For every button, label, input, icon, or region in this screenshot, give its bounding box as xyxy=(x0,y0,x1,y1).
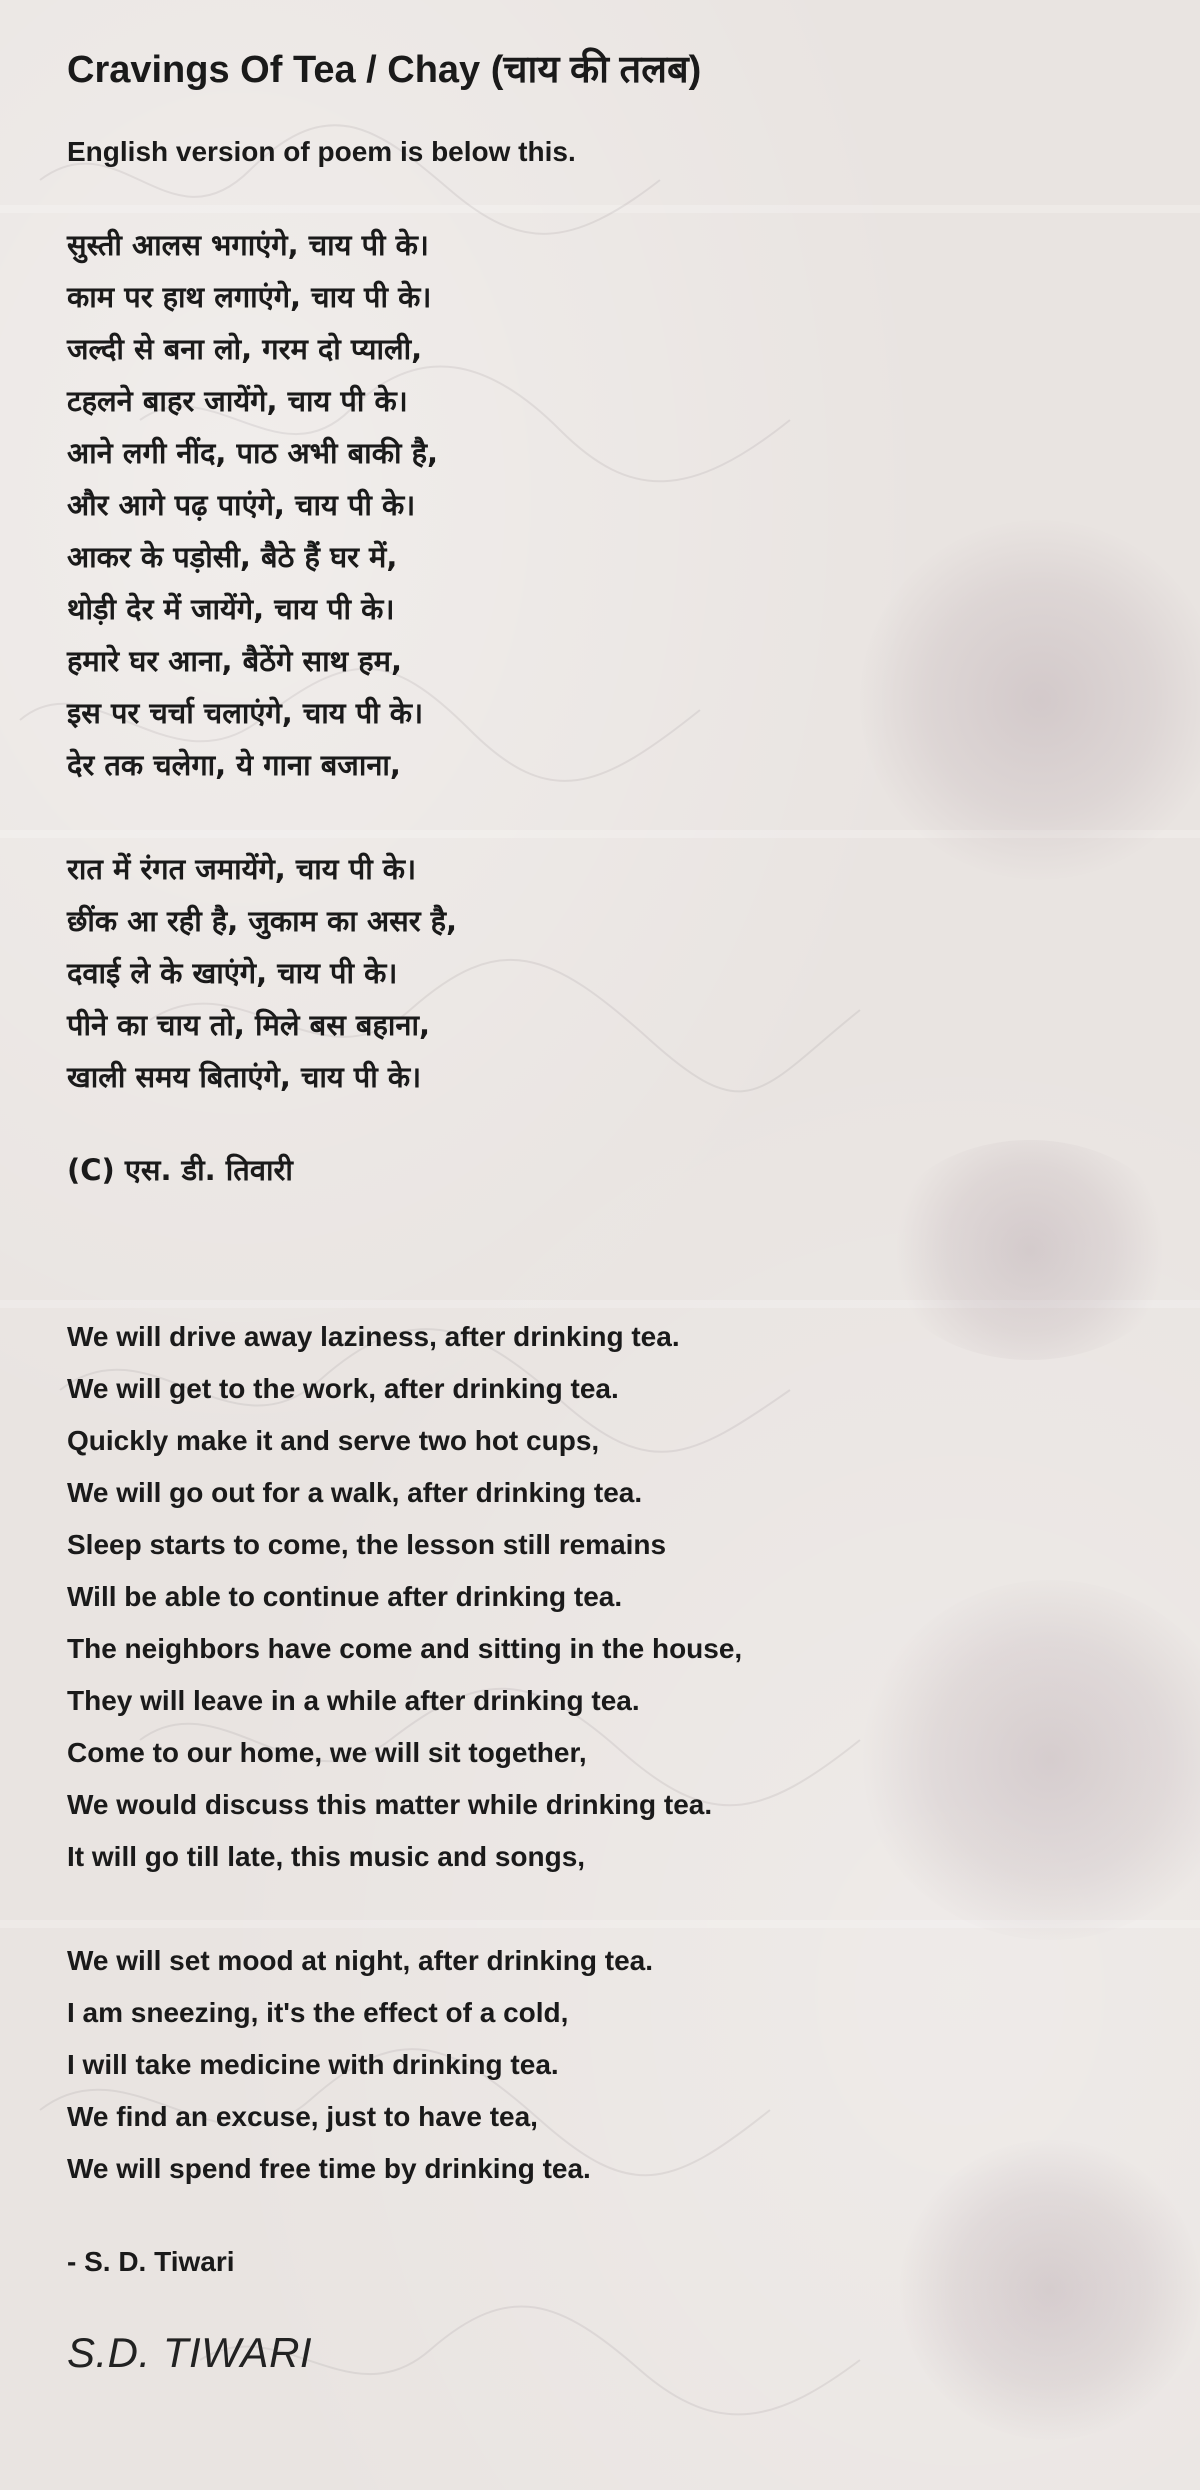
poem-line: It will go till late, this music and songs, xyxy=(67,1841,586,1873)
poem-line: We find an excuse, just to have tea, xyxy=(67,2101,538,2133)
poem-line: We will spend free time by drinking tea. xyxy=(67,2153,591,2185)
poem-line: आकर के पड़ोसी, बैठे हैं घर में, xyxy=(67,539,398,574)
poem-line: सुस्ती आलस भगाएंगे, चाय पी के। xyxy=(67,227,429,262)
english-stanza xyxy=(67,1935,1147,2195)
poem-line: रात में रंगत जमायेंगे, चाय पी के। xyxy=(67,851,417,886)
poem-line: I am sneezing, it's the effect of a cold, xyxy=(67,1997,569,2029)
poem-line: We will set mood at night, after drinking tea. xyxy=(67,1945,653,1977)
english-stanza xyxy=(67,1311,1147,1883)
poem-line: I will take medicine with drinking tea. xyxy=(67,2049,559,2081)
hindi-stanza xyxy=(67,843,1147,1103)
hindi-copyright: (C) एस. डी. तिवारी xyxy=(67,1152,293,1187)
poem-line: हमारे घर आना, बैठेंगे साथ हम, xyxy=(67,643,402,678)
poem-line: They will leave in a while after drinking tea. xyxy=(67,1685,640,1717)
poem-line: Come to our home, we will sit together, xyxy=(67,1737,587,1769)
poem-line: इस पर चर्चा चलाएंगे, चाय पी के। xyxy=(67,695,424,730)
poem-line: छींक आ रही है, जुकाम का असर है, xyxy=(67,903,458,938)
poem-line: We will drive away laziness, after drinking tea. xyxy=(67,1321,680,1353)
author-name: S.D. TIWARI xyxy=(67,2328,313,2376)
poem-line: We will go out for a walk, after drinking tea. xyxy=(67,1477,643,1509)
poem-line: Will be able to continue after drinking tea. xyxy=(67,1581,623,1613)
poem-line: Quickly make it and serve two hot cups, xyxy=(67,1425,600,1457)
poem-line: Sleep starts to come, the lesson still remains xyxy=(67,1529,667,1561)
poem-line: The neighbors have come and sitting in the house, xyxy=(67,1633,743,1665)
poem-line: आने लगी नींद, पाठ अभी बाकी है, xyxy=(67,435,438,470)
poem-line: जल्दी से बना लो, गरम दो प्याली, xyxy=(67,331,423,366)
page-title: Cravings Of Tea / Chay (चाय की तलब) xyxy=(67,49,702,91)
poem-line: थोड़ी देर में जायेंगे, चाय पी के। xyxy=(67,591,395,626)
poem-line: We will get to the work, after drinking tea. xyxy=(67,1373,619,1405)
poem-line: खाली समय बिताएंगे, चाय पी के। xyxy=(67,1059,422,1094)
poem-line: दवाई ले के खाएंगे, चाय पी के। xyxy=(67,955,398,990)
poem-line: पीने का चाय तो, मिले बस बहाना, xyxy=(67,1007,431,1042)
english-signature: - S. D. Tiwari xyxy=(67,2246,235,2278)
poem-line: टहलने बाहर जायेंगे, चाय पी के। xyxy=(67,383,408,418)
poem-line: काम पर हाथ लगाएंगे, चाय पी के। xyxy=(67,279,432,314)
poem-line: देर तक चलेगा, ये गाना बजाना, xyxy=(67,747,401,782)
intro-text: English version of poem is below this. xyxy=(67,135,576,167)
poem-content xyxy=(67,48,1147,2378)
poem-line: We would discuss this matter while drinking tea. xyxy=(67,1789,713,1821)
poem-line: और आगे पढ़ पाएंगे, चाय पी के। xyxy=(67,487,416,522)
hindi-stanza xyxy=(67,219,1147,791)
